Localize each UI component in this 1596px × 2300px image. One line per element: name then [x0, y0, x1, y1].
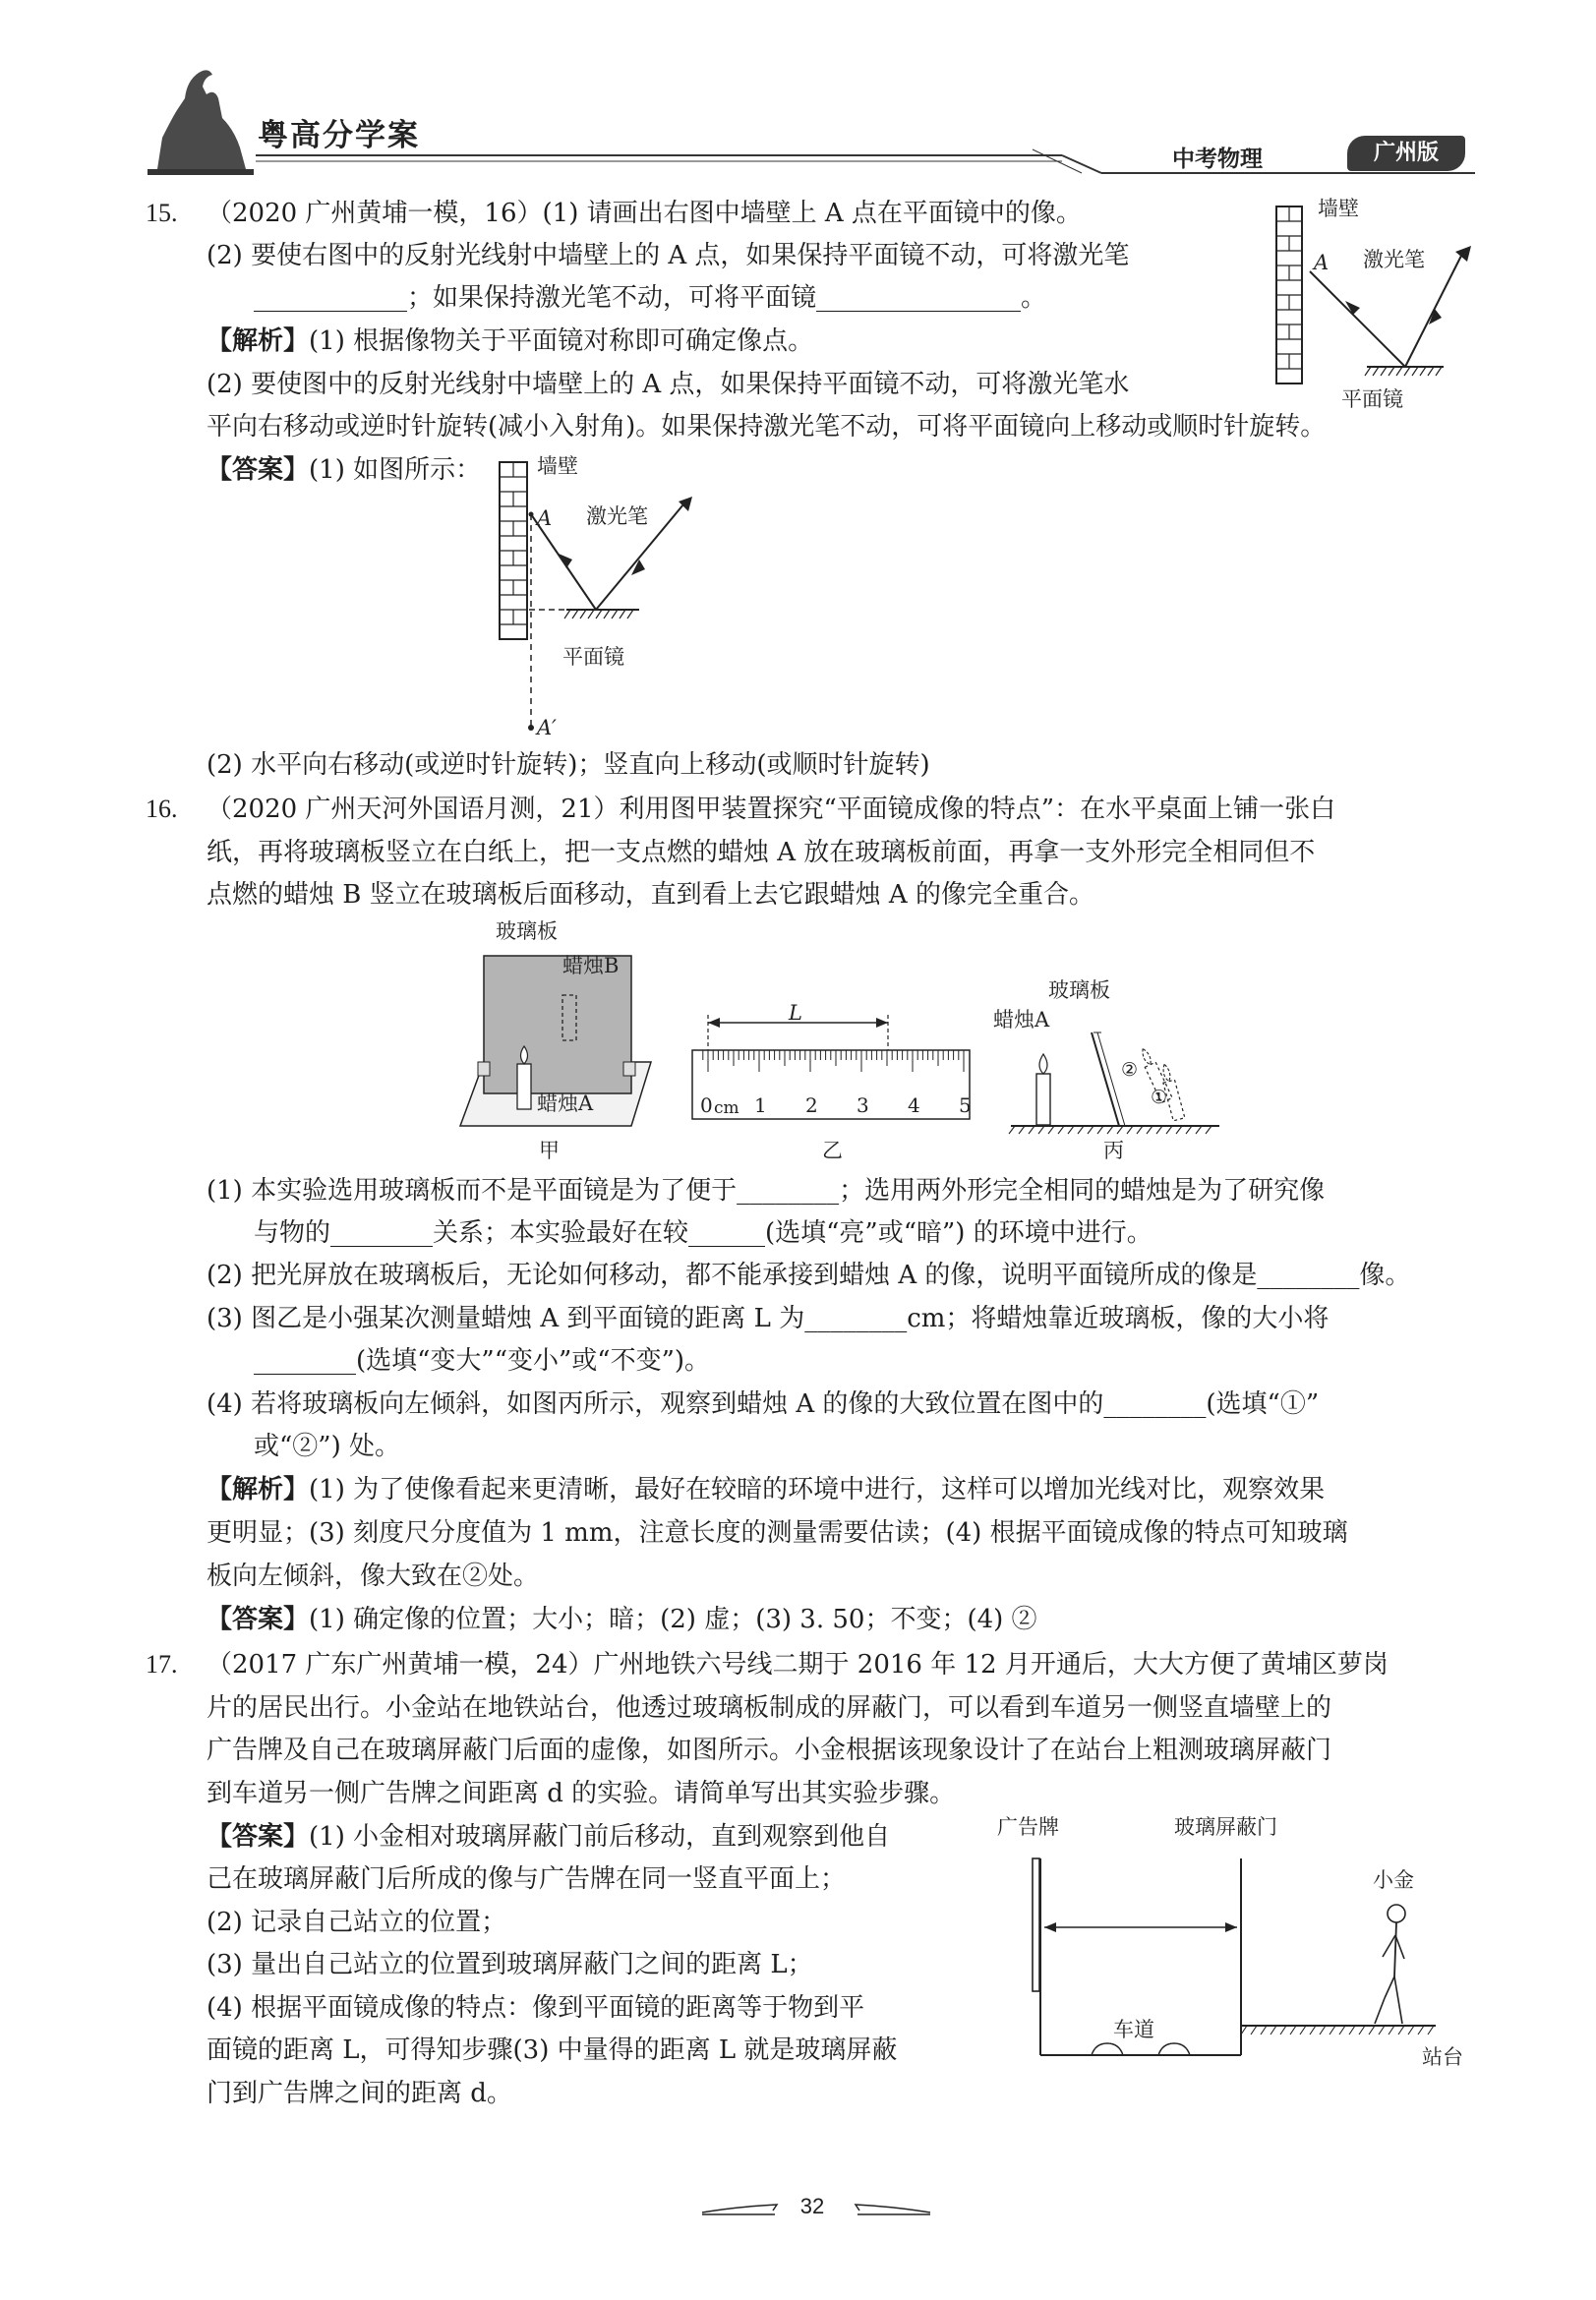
q16-yi-tick-4: 4: [908, 1093, 920, 1117]
q16-answer-line: [207, 1604, 1037, 1635]
page-number: 32: [799, 2194, 825, 2218]
q16-jia-caption: 甲: [539, 1139, 560, 1162]
header-rule: [256, 147, 1475, 187]
q15-line-3: ____________；如果保持激光笔不动，可将平面镜________________。: [254, 283, 1047, 313]
q16-yi-tick-5: 5: [959, 1093, 972, 1117]
q16-jia-label-candle-a: 蜡烛A: [537, 1091, 594, 1115]
q15-analysis-line-2: (2) 要使图中的反射光线射中墙壁上的 A 点，如果保持平面镜不动，可将激光笔水: [207, 370, 1130, 399]
q17-label-platform: 站台: [1422, 2045, 1463, 2069]
q16-analysis-line-3: 板向左倾斜，像大致在②处。: [207, 1562, 540, 1591]
q17-label-person: 小金: [1373, 1868, 1414, 1892]
q16-yi-unit: cm: [714, 1098, 739, 1118]
q15-answer-line-1: [207, 454, 481, 486]
q17-answer-line-6: 面镜的距离 L，可得知步骤(3) 中量得的距离 L 就是玻璃屏蔽: [207, 2035, 898, 2065]
q17-line-1: （2017 广东广州黄埔一模，24）广州地铁六号线二期于 2016 年 12 月开通后，大大方便了黄埔区萝岗: [207, 1650, 1389, 1680]
q16-bing-mark-2: ②: [1121, 1059, 1139, 1081]
q17-label-door: 玻璃屏蔽门: [1174, 1815, 1277, 1839]
q17-answer-line-1: [207, 1821, 890, 1853]
q16-sub-3a: (3) 图乙是小强某次测量蜡烛 A 到平面镜的距离 L 为________cm；将蜡烛靠近玻璃板，像的大小将: [207, 1304, 1330, 1333]
q15-answer-line-2: (2) 水平向右移动(或逆时针旋转)；竖直向上移动(或顺时针旋转): [207, 750, 930, 780]
q16-sub-4a: (4) 若将玻璃板向左倾斜，如图丙所示，观察到蜡烛 A 的像的大致位置在图中的________(选填“①”: [207, 1389, 1320, 1419]
q17-answer-line-3: (2) 记录自己站立的位置；: [207, 1908, 507, 1937]
q17-answer-line-5: (4) 根据平面镜成像的特点：像到平面镜的距离等于物到平: [207, 1993, 865, 2023]
q17-answer-tag: 【答案】: [207, 1822, 310, 1852]
subject-label: 中考物理: [1172, 147, 1263, 172]
q15-ans-label-mirror: 平面镜: [562, 645, 624, 669]
q16-line-1: （2020 广州天河外国语月测，21）利用图甲装置探究“平面镜成像的特点”：在水平桌面上铺一张白: [207, 795, 1336, 824]
q16-line-3: 点燃的蜡烛 B 竖立在玻璃板后面移动，直到看上去它跟蜡烛 A 的像完全重合。: [207, 880, 1094, 910]
q15-analysis-line-3: 平向右移动或逆时针旋转(减小入射角)。如果保持激光笔不动，可将平面镜向上移动或顺时针旋转。: [207, 412, 1327, 442]
q15-line-1: （2020 广州黄埔一模，16）(1) 请画出右图中墙壁上 A 点在平面镜中的像。: [207, 199, 1082, 228]
q16-yi-tick-0: 0: [700, 1093, 713, 1117]
q17-line-2: 片的居民出行。小金站在地铁站台，他透过玻璃板制成的屏蔽门，可以看到车道另一侧竖直墙壁上的: [207, 1693, 1332, 1723]
book-title: 粤高分学案: [258, 118, 420, 153]
q16-answer-tag: 【答案】: [207, 1605, 310, 1634]
q16-number: 16.: [146, 795, 178, 823]
q16-sub-3b: ________(选填“变大”“变小”或“不变”)。: [254, 1346, 711, 1376]
q16-analysis-tag: 【解析】: [207, 1475, 310, 1504]
q16-bing-mark-1: ①: [1151, 1087, 1168, 1108]
q16-sub-1a: (1) 本实验选用玻璃板而不是平面镜是为了便于________；选用两外形完全相同的蜡烛是为了研究像: [207, 1176, 1326, 1206]
q16-yi-tick-1: 1: [754, 1093, 767, 1117]
q16-analysis-line-1: [207, 1474, 1325, 1505]
edition-badge: 广州版: [1347, 136, 1465, 171]
q15-analysis-line-1: [207, 325, 813, 357]
q15-label-point-a: A: [1314, 251, 1330, 274]
q17-label-billboard: 广告牌: [997, 1815, 1059, 1839]
q16-analysis-line-2: 更明显；(3) 刻度尺分度值为 1 mm，注意长度的测量需要估读；(4) 根据平面镜成像的特点可知玻璃: [207, 1518, 1348, 1548]
q15-label-laser: 激光笔: [1363, 248, 1425, 271]
q16-analysis-text-1: (1) 为了使像看起来更清晰，最好在较暗的环境中进行，这样可以增加光线对比，观察效果: [309, 1475, 1326, 1504]
q17-answer-text-1: (1) 小金相对玻璃屏蔽门前后移动，直到观察到他自: [309, 1822, 891, 1852]
q15-figure-answer: [492, 457, 728, 742]
q15-number: 15.: [146, 199, 178, 227]
q16-sub-2: (2) 把光屏放在玻璃板后，无论如何移动，都不能承接到蜡烛 A 的像，说明平面镜所成的像是________像。: [207, 1261, 1411, 1290]
q17-answer-line-4: (3) 量出自己站立的位置到玻璃屏蔽门之间的距离 L；: [207, 1950, 813, 1979]
q15-ans-label-wall: 墙壁: [537, 454, 578, 478]
q15-figure-question: [1269, 197, 1485, 413]
q16-bing-label-glass: 玻璃板: [1048, 978, 1110, 1002]
q16-yi-tick-3: 3: [857, 1093, 869, 1117]
q15-label-mirror: 平面镜: [1341, 387, 1403, 411]
q16-yi-tick-2: 2: [805, 1093, 818, 1117]
q15-analysis-text-1: (1) 根据像物关于平面镜对称即可确定像点。: [309, 326, 814, 356]
q16-jia-label-candle-b: 蜡烛B: [562, 954, 620, 977]
q16-sub-1b: 与物的________关系；本实验最好在较______(选填“亮”或“暗”) 的环境中进行。: [254, 1218, 1153, 1248]
q15-ans-label-laser: 激光笔: [586, 504, 648, 528]
q17-line-4: 到车道另一侧广告牌之间距离 d 的实验。请简单写出其实验步骤。: [207, 1779, 956, 1808]
q16-bing-caption: 丙: [1103, 1139, 1124, 1162]
q15-label-wall: 墙壁: [1318, 197, 1359, 220]
q17-answer-line-2: 己在玻璃屏蔽门后所成的像与广告牌在同一竖直平面上；: [207, 1864, 847, 1894]
q16-yi-label-length: L: [789, 1001, 802, 1025]
header-logo: [138, 59, 256, 177]
q16-yi-caption: 乙: [822, 1139, 843, 1162]
q16-bing-label-candle-a: 蜡烛A: [993, 1008, 1050, 1032]
q17-label-track: 车道: [1113, 2018, 1154, 2041]
q16-sub-4b: 或“②”) 处。: [254, 1432, 400, 1461]
q16-jia-label-glass: 玻璃板: [496, 919, 558, 943]
q15-answer-text-1: (1) 如图所示：: [309, 455, 482, 485]
q17-line-3: 广告牌及自己在玻璃屏蔽门后面的虚像，如图所示。小金根据该现象设计了在站台上粗测玻璃屏蔽门: [207, 1736, 1332, 1765]
q17-number: 17.: [146, 1650, 178, 1679]
q15-analysis-tag: 【解析】: [207, 326, 310, 356]
q15-ans-label-point-a: A: [537, 506, 553, 530]
q17-answer-line-7: 门到广告牌之间的距离 d。: [207, 2079, 512, 2108]
q15-ans-label-image-point: A′: [537, 716, 557, 739]
q15-answer-tag: 【答案】: [207, 455, 310, 485]
q16-line-2: 纸，再将玻璃板竖立在白纸上，把一支点燃的蜡烛 A 放在玻璃板前面，再拿一支外形完全相同但不: [207, 838, 1316, 867]
q16-answer-text: (1) 确定像的位置；大小；暗；(2) 虚；(3) 3. 50；不变；(4) ②: [309, 1605, 1037, 1634]
q15-line-2: (2) 要使右图中的反射光线射中墙壁上的 A 点，如果保持平面镜不动，可将激光笔: [207, 241, 1130, 270]
